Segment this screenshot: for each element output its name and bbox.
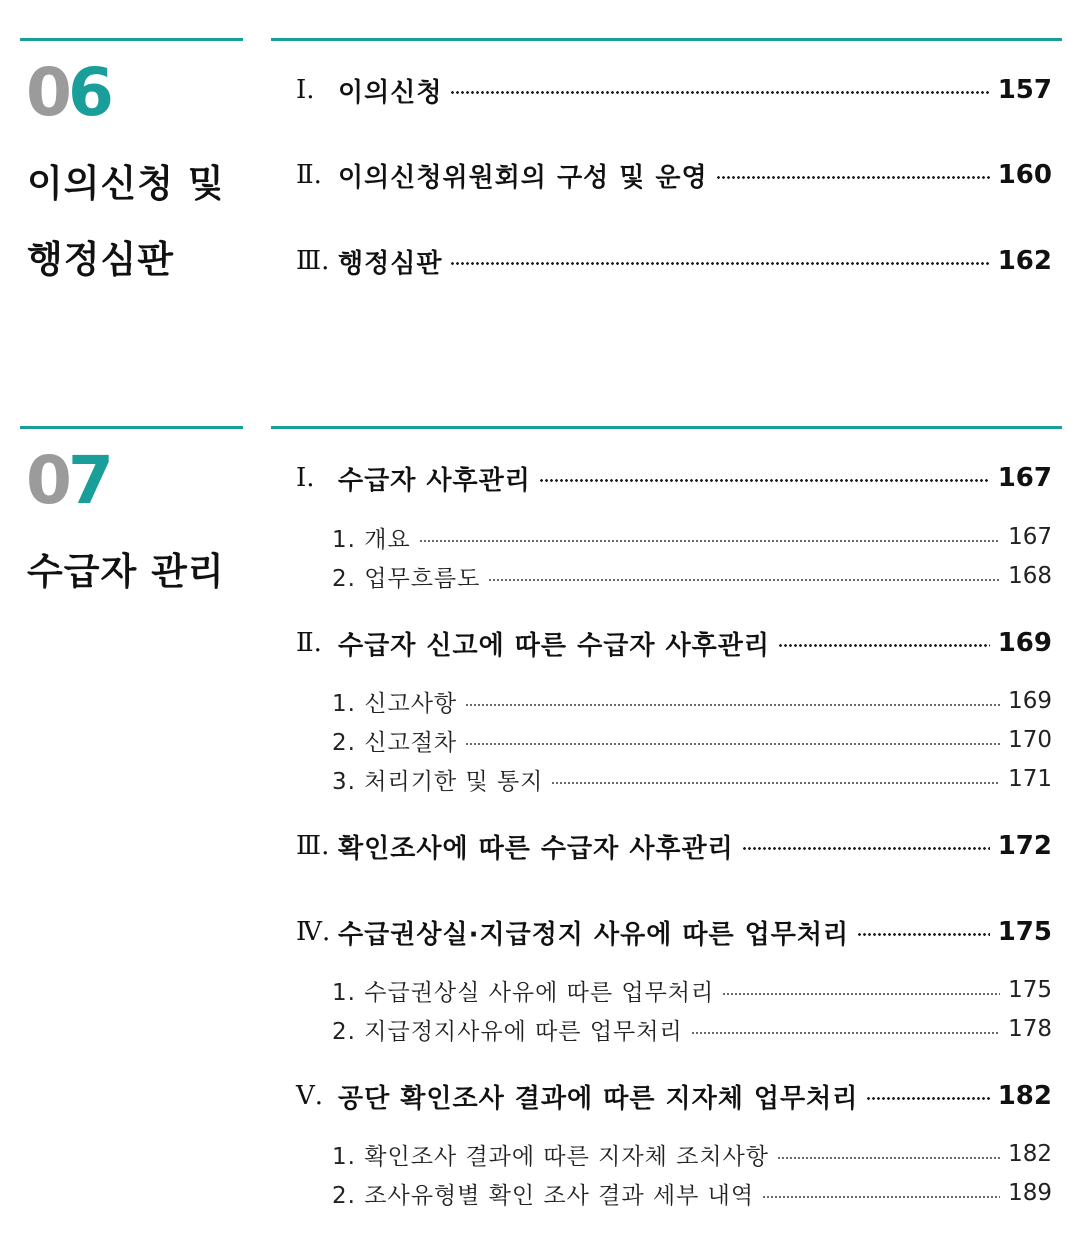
toc-entry-page: 160: [997, 160, 1052, 190]
leader-dots: [778, 644, 990, 647]
chapter-title-line-2: 행정심판: [27, 238, 174, 281]
leader-dots: [539, 479, 990, 482]
toc-entry[interactable]: [290, 912, 1052, 952]
toc-entry[interactable]: [290, 623, 1052, 663]
toc-subentry-page: 189: [1008, 1180, 1052, 1206]
toc-entry-label: 이의신청: [338, 77, 443, 108]
toc-subentry[interactable]: [332, 723, 1052, 757]
toc-subentry-label: 1. 수급권상실 사유에 따른 업무처리: [332, 979, 715, 1006]
toc-entry-page: 172: [997, 831, 1052, 861]
toc-subentry[interactable]: [332, 762, 1052, 796]
toc-subentry[interactable]: [332, 1137, 1052, 1171]
toc-entry-page: 182: [997, 1081, 1052, 1111]
leader-dots: [777, 1157, 1000, 1159]
toc-subentry-page: 169: [1008, 688, 1052, 714]
toc-subentry-label: 2. 지급정지사유에 따른 업무처리: [332, 1018, 683, 1045]
toc-entry-page: 175: [997, 917, 1052, 947]
chapter-title-line-1: 이의신청 및: [27, 162, 225, 205]
chapter-number-digit-2: 6: [67, 54, 110, 131]
toc-subentry[interactable]: [332, 559, 1052, 593]
chapter-title-line-1: 수급자 관리: [27, 550, 225, 593]
toc-subentry-page: 167: [1008, 524, 1052, 550]
toc-subentry-label: 1. 개요: [332, 526, 411, 553]
toc-entry[interactable]: [290, 241, 1052, 281]
toc-entry-label: 이의신청위원회의 구성 및 운영: [338, 162, 708, 193]
toc-entry-numeral: Ⅱ.: [296, 628, 322, 658]
toc-entry-page: 162: [997, 246, 1052, 276]
toc-subentry-page: 178: [1008, 1016, 1052, 1042]
leader-dots: [716, 176, 990, 179]
toc-entry-label: 수급권상실·지급정지 사유에 따른 업무처리: [338, 919, 850, 950]
toc-entry[interactable]: [290, 70, 1052, 110]
toc-subentry-label: 3. 처리기한 및 통지: [332, 768, 544, 795]
toc-subentry-page: 168: [1008, 563, 1052, 589]
leader-dots: [450, 262, 989, 265]
toc-entry-page: 157: [997, 75, 1052, 105]
toc-entry-numeral: Ⅳ.: [296, 917, 331, 947]
toc-subentry-label: 1. 신고사항: [332, 690, 458, 717]
toc-entry-numeral: Ⅰ.: [296, 463, 315, 493]
leader-dots: [722, 993, 1000, 995]
toc-subentry-label: 2. 업무흐름도: [332, 565, 481, 592]
toc-subentry-label: 2. 신고절차: [332, 729, 458, 756]
toc-entry-label: 수급자 신고에 따른 수급자 사후관리: [338, 630, 770, 661]
toc-entry[interactable]: [290, 1076, 1052, 1116]
toc-entry[interactable]: [290, 155, 1052, 195]
toc-subentry-page: 182: [1008, 1141, 1052, 1167]
toc-entry[interactable]: [290, 826, 1052, 866]
leader-dots: [742, 847, 990, 850]
leader-dots: [465, 743, 1000, 745]
toc-entry-numeral: Ⅲ.: [296, 831, 330, 861]
toc-subentry[interactable]: [332, 520, 1052, 554]
leader-dots: [419, 540, 1000, 542]
toc-subentry[interactable]: [332, 973, 1052, 1007]
chapter-number-digit-1: 0: [26, 442, 68, 519]
toc-entry[interactable]: [290, 458, 1052, 498]
leader-dots: [866, 1097, 989, 1100]
chapter-title: [27, 146, 225, 298]
toc-subentry-label: 2. 조사유형별 확인 조사 결과 세부 내역: [332, 1182, 755, 1209]
leader-dots: [551, 782, 1000, 784]
toc-subentry[interactable]: [332, 1012, 1052, 1046]
leader-dots: [488, 579, 1000, 581]
chapter-number-digit-1: 0: [26, 54, 68, 131]
leader-dots: [450, 91, 989, 94]
toc-entry-page: 167: [997, 463, 1052, 493]
toc-subentry-page: 170: [1008, 727, 1052, 753]
leader-dots: [857, 933, 990, 936]
leader-dots: [762, 1196, 1000, 1198]
chapter-title: [27, 534, 225, 610]
toc-entry-label: 공단 확인조사 결과에 따른 지자체 업무처리: [338, 1083, 859, 1114]
toc-subentry-page: 175: [1008, 977, 1052, 1003]
chapter-rule-left: [20, 38, 243, 41]
leader-dots: [465, 704, 1000, 706]
chapter-rule-right: [271, 426, 1062, 429]
chapter-number-digit-2: 7: [67, 442, 110, 519]
chapter-number: [26, 442, 110, 519]
toc-subentry-label: 1. 확인조사 결과에 따른 지자체 조치사항: [332, 1143, 769, 1170]
toc-subentry-page: 171: [1008, 766, 1052, 792]
chapter-number: [26, 54, 110, 131]
chapter-rule-right: [271, 38, 1062, 41]
toc-entry-numeral: Ⅴ.: [296, 1081, 324, 1111]
toc-entry-numeral: Ⅲ.: [296, 246, 330, 276]
toc-entry-numeral: Ⅱ.: [296, 160, 322, 190]
chapter-rule-left: [20, 426, 243, 429]
toc-subentry[interactable]: [332, 1176, 1052, 1210]
toc-entry-numeral: Ⅰ.: [296, 75, 315, 105]
toc-subentry[interactable]: [332, 684, 1052, 718]
toc-entry-label: 수급자 사후관리: [338, 465, 531, 496]
leader-dots: [691, 1032, 1000, 1034]
toc-entry-label: 확인조사에 따른 수급자 사후관리: [338, 833, 734, 864]
toc-entry-label: 행정심판: [338, 248, 443, 279]
toc-entry-page: 169: [997, 628, 1052, 658]
